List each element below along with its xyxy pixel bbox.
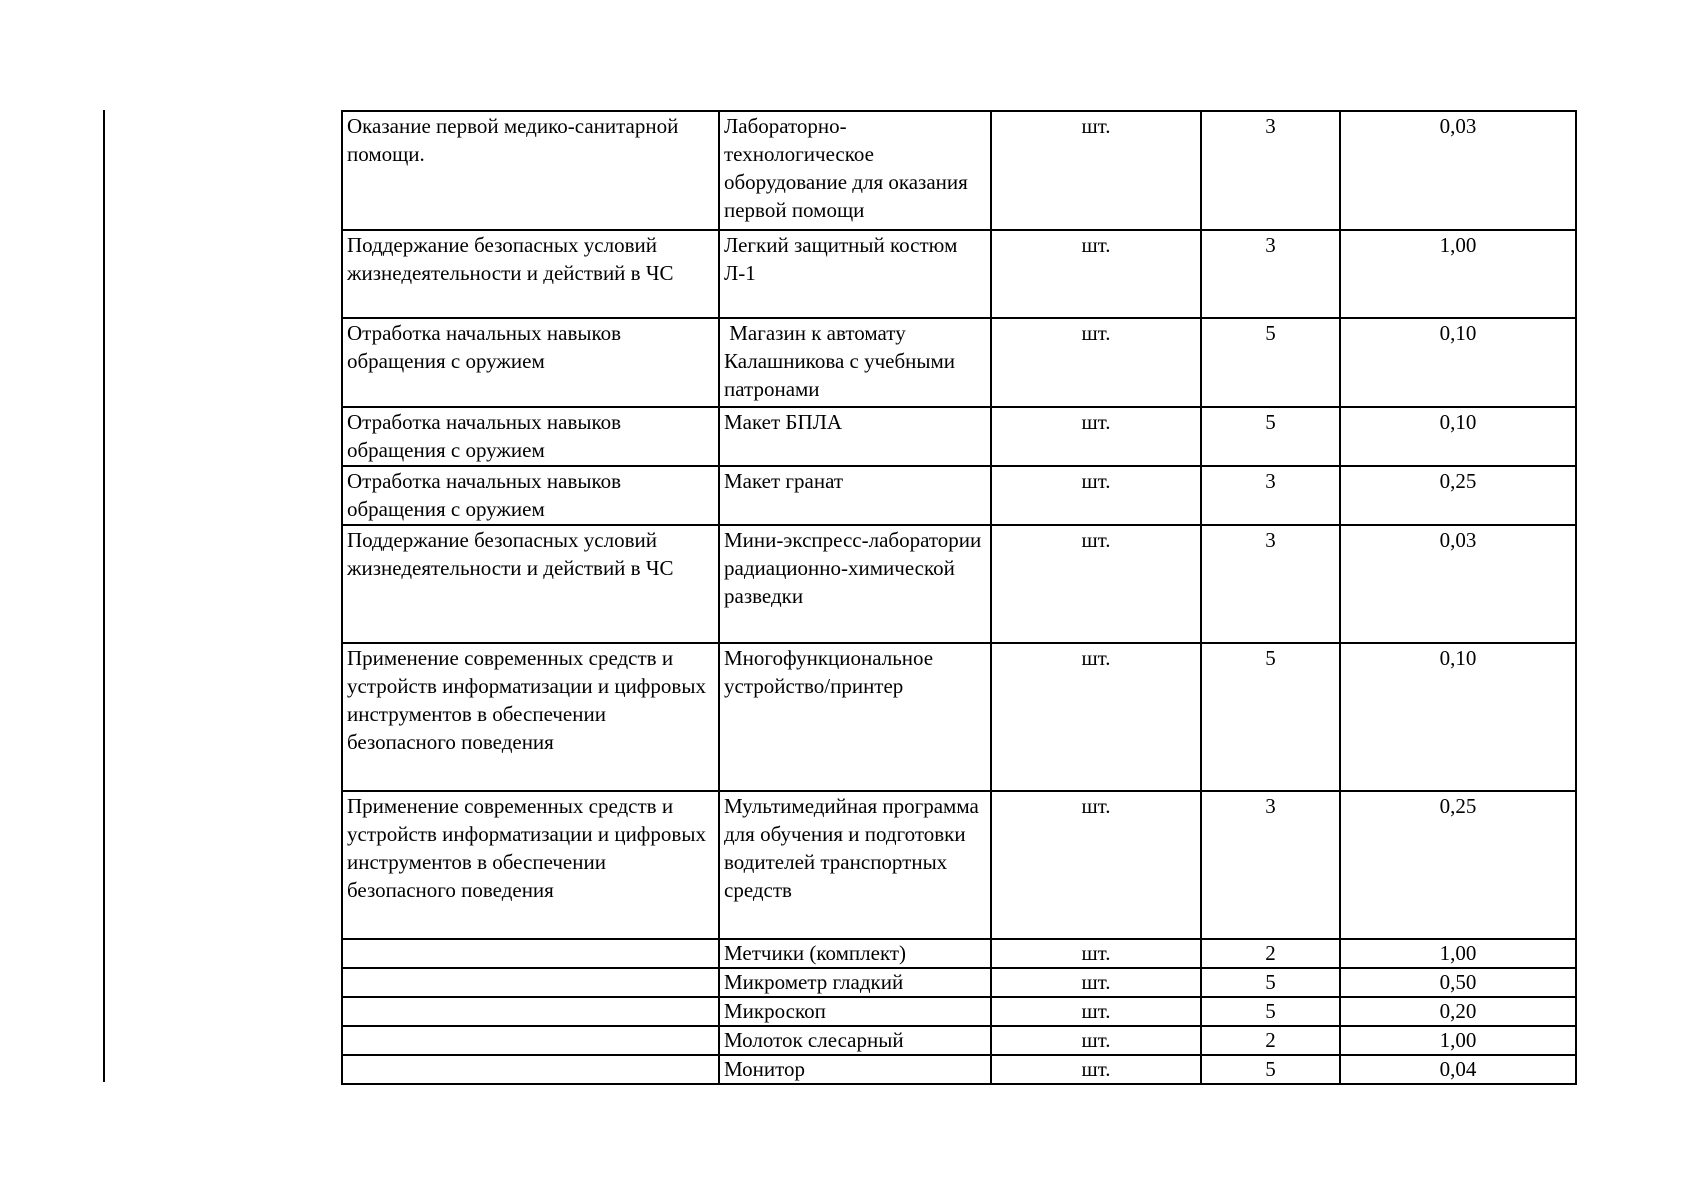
item-cell: Легкий защитный костюм Л-1 — [719, 230, 991, 318]
item-cell: Микрометр гладкий — [719, 968, 991, 997]
purpose-cell: Отработка начальных навыков обращения с оружием — [342, 318, 719, 407]
item-cell: Макет БПЛА — [719, 407, 991, 466]
value-cell: 0,10 — [1340, 643, 1576, 791]
purpose-cell: Поддержание безопасных условий жизнедеятельности и действий в ЧС — [342, 525, 719, 643]
quantity-cell: 5 — [1201, 407, 1340, 466]
value-cell: 0,50 — [1340, 968, 1576, 997]
item-cell: Мини-экспресс-лаборатории радиационно-химической разведки — [719, 525, 991, 643]
value-cell: 1,00 — [1340, 230, 1576, 318]
purpose-cell: Поддержание безопасных условий жизнедеятельности и действий в ЧС — [342, 230, 719, 318]
unit-cell: шт. — [991, 466, 1201, 525]
table-row — [342, 1055, 1576, 1084]
unit-cell: шт. — [991, 525, 1201, 643]
value-cell: 1,00 — [1340, 939, 1576, 968]
table-row — [342, 111, 1576, 230]
quantity-cell: 3 — [1201, 230, 1340, 318]
quantity-cell: 5 — [1201, 318, 1340, 407]
purpose-cell: Применение современных средств и устройств информатизации и цифровых инструментов в обеспечении безопасного поведения — [342, 643, 719, 791]
quantity-cell: 5 — [1201, 1055, 1340, 1084]
unit-cell: шт. — [991, 1026, 1201, 1055]
quantity-cell: 5 — [1201, 643, 1340, 791]
unit-cell: шт. — [991, 111, 1201, 230]
unit-cell: шт. — [991, 230, 1201, 318]
quantity-cell: 5 — [1201, 997, 1340, 1026]
value-cell: 0,04 — [1340, 1055, 1576, 1084]
unit-cell: шт. — [991, 968, 1201, 997]
value-cell: 0,10 — [1340, 318, 1576, 407]
empty-purpose-cell — [342, 1055, 719, 1084]
unit-cell: шт. — [991, 997, 1201, 1026]
empty-purpose-cell — [342, 939, 719, 968]
table-row — [342, 997, 1576, 1026]
table-row — [342, 791, 1576, 939]
value-cell: 0,10 — [1340, 407, 1576, 466]
empty-purpose-cell — [342, 997, 719, 1026]
value-cell: 0,03 — [1340, 525, 1576, 643]
table-row — [342, 643, 1576, 791]
table-row — [342, 230, 1576, 318]
table-row — [342, 1026, 1576, 1055]
item-cell: Магазин к автомату Калашникова с учебными патронами — [719, 318, 991, 407]
empty-purpose-cell — [342, 1026, 719, 1055]
item-cell: Метчики (комплект) — [719, 939, 991, 968]
unit-cell: шт. — [991, 939, 1201, 968]
item-cell: Микроскоп — [719, 997, 991, 1026]
purpose-cell: Отработка начальных навыков обращения с оружием — [342, 466, 719, 525]
table-row — [342, 407, 1576, 466]
quantity-cell: 5 — [1201, 968, 1340, 997]
table-row — [342, 939, 1576, 968]
item-cell: Лабораторно-технологическое оборудование для оказания первой помощи — [719, 111, 991, 230]
unit-cell: шт. — [991, 407, 1201, 466]
item-cell: Монитор — [719, 1055, 991, 1084]
quantity-cell: 3 — [1201, 525, 1340, 643]
unit-cell: шт. — [991, 643, 1201, 791]
item-cell: Многофункциональное устройство/принтер — [719, 643, 991, 791]
value-cell: 0,03 — [1340, 111, 1576, 230]
purpose-cell: Оказание первой медико-санитарной помощи. — [342, 111, 719, 230]
value-cell: 1,00 — [1340, 1026, 1576, 1055]
table-row — [342, 318, 1576, 407]
item-cell: Мультимедийная программа для обучения и подготовки водителей транспортных средств — [719, 791, 991, 939]
table-row — [342, 525, 1576, 643]
quantity-cell: 3 — [1201, 466, 1340, 525]
item-cell: Молоток слесарный — [719, 1026, 991, 1055]
empty-purpose-cell — [342, 968, 719, 997]
purpose-cell: Применение современных средств и устройств информатизации и цифровых инструментов в обеспечении безопасного поведения — [342, 791, 719, 939]
table-row — [342, 968, 1576, 997]
purpose-cell: Отработка начальных навыков обращения с оружием — [342, 407, 719, 466]
unit-cell: шт. — [991, 318, 1201, 407]
page-margin-line — [103, 110, 105, 1082]
unit-cell: шт. — [991, 791, 1201, 939]
item-cell: Макет гранат — [719, 466, 991, 525]
table-row — [342, 466, 1576, 525]
value-cell: 0,20 — [1340, 997, 1576, 1026]
value-cell: 0,25 — [1340, 791, 1576, 939]
quantity-cell: 2 — [1201, 1026, 1340, 1055]
quantity-cell: 3 — [1201, 791, 1340, 939]
unit-cell: шт. — [991, 1055, 1201, 1084]
value-cell: 0,25 — [1340, 466, 1576, 525]
quantity-cell: 2 — [1201, 939, 1340, 968]
quantity-cell: 3 — [1201, 111, 1340, 230]
equipment-table — [341, 110, 1577, 1085]
